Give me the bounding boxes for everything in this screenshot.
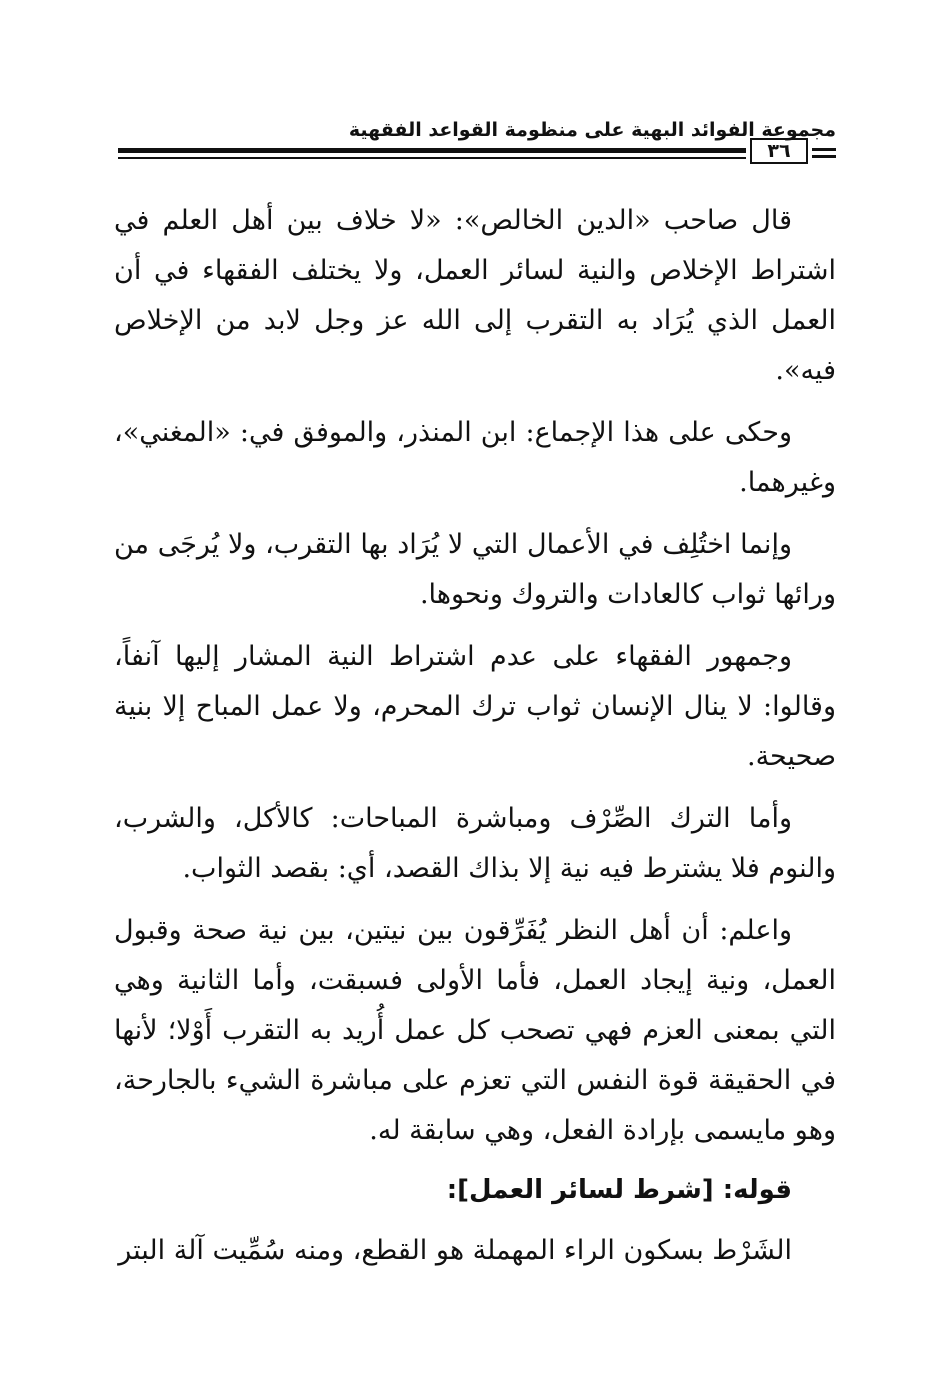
paragraph: وجمهور الفقهاء على عدم اشتراط النية المشار إليها آنفاً، وقالوا: لا ينال الإنسان ثواب ترك المحرم، ولا عمل المباح إلا بنية صحيحة. bbox=[114, 641, 836, 772]
paragraph: الشَرْط بسكون الراء المهملة هو القطع، ومنه سُمِّيت آلة البتر bbox=[118, 1235, 792, 1266]
running-head bbox=[118, 112, 838, 172]
paragraph: وإنما اختُلِف في الأعمال التي لا يُرَاد بها التقرب، ولا يُرجَى من ورائها ثواب كالعادات والتروك ونحوها. bbox=[114, 529, 836, 610]
header-rule-thick bbox=[118, 148, 746, 153]
page-number-ornament bbox=[812, 148, 836, 162]
paragraph: قال صاحب «الدين الخالص»: «لا خلاف بين أهل العلم في اشتراط الإخلاص والنية لسائر العمل، ولا يختلف الفقهاء في أن العمل الذي يُرَاد به التقرب إلى الله عز وجل لابد من الإخلاص فيه». bbox=[114, 205, 836, 386]
page-number: ٣٦ bbox=[750, 138, 808, 164]
section-heading: قوله: [شرط لسائر العمل]: bbox=[446, 1175, 792, 1205]
paragraph: وحكى على هذا الإجماع: ابن المنذر، والموفق في: «المغني»، وغيرهما. bbox=[114, 417, 836, 498]
header-rule-thin bbox=[118, 157, 746, 159]
running-head-title: مجموعة الفوائد البهية على منظومة القواعد الفقهية bbox=[348, 119, 836, 141]
main-text bbox=[114, 196, 836, 1276]
paragraph: واعلم: أن أهل النظر يُفَرِّقون بين نيتين، بين نية صحة وقبول العمل، ونية إيجاد العمل، فأما الأولى فسبقت، وأما الثانية وهي التي بمعنى العزم فهي تصحب كل عمل أُريد به التقرب أَوْلا؛ لأنها في الحقيقة قوة النفس التي تعزم على مباشرة الشيء بالجارحة، وهو مايسمى بإرادة الفعل، وهي سابقة له. bbox=[114, 915, 836, 1146]
paragraph: وأما الترك الصِّرْف ومباشرة المباحات: كالأكل، والشرب، والنوم فلا يشترط فيه نية إلا بذاك القصد، أي: بقصد الثواب. bbox=[114, 803, 836, 884]
